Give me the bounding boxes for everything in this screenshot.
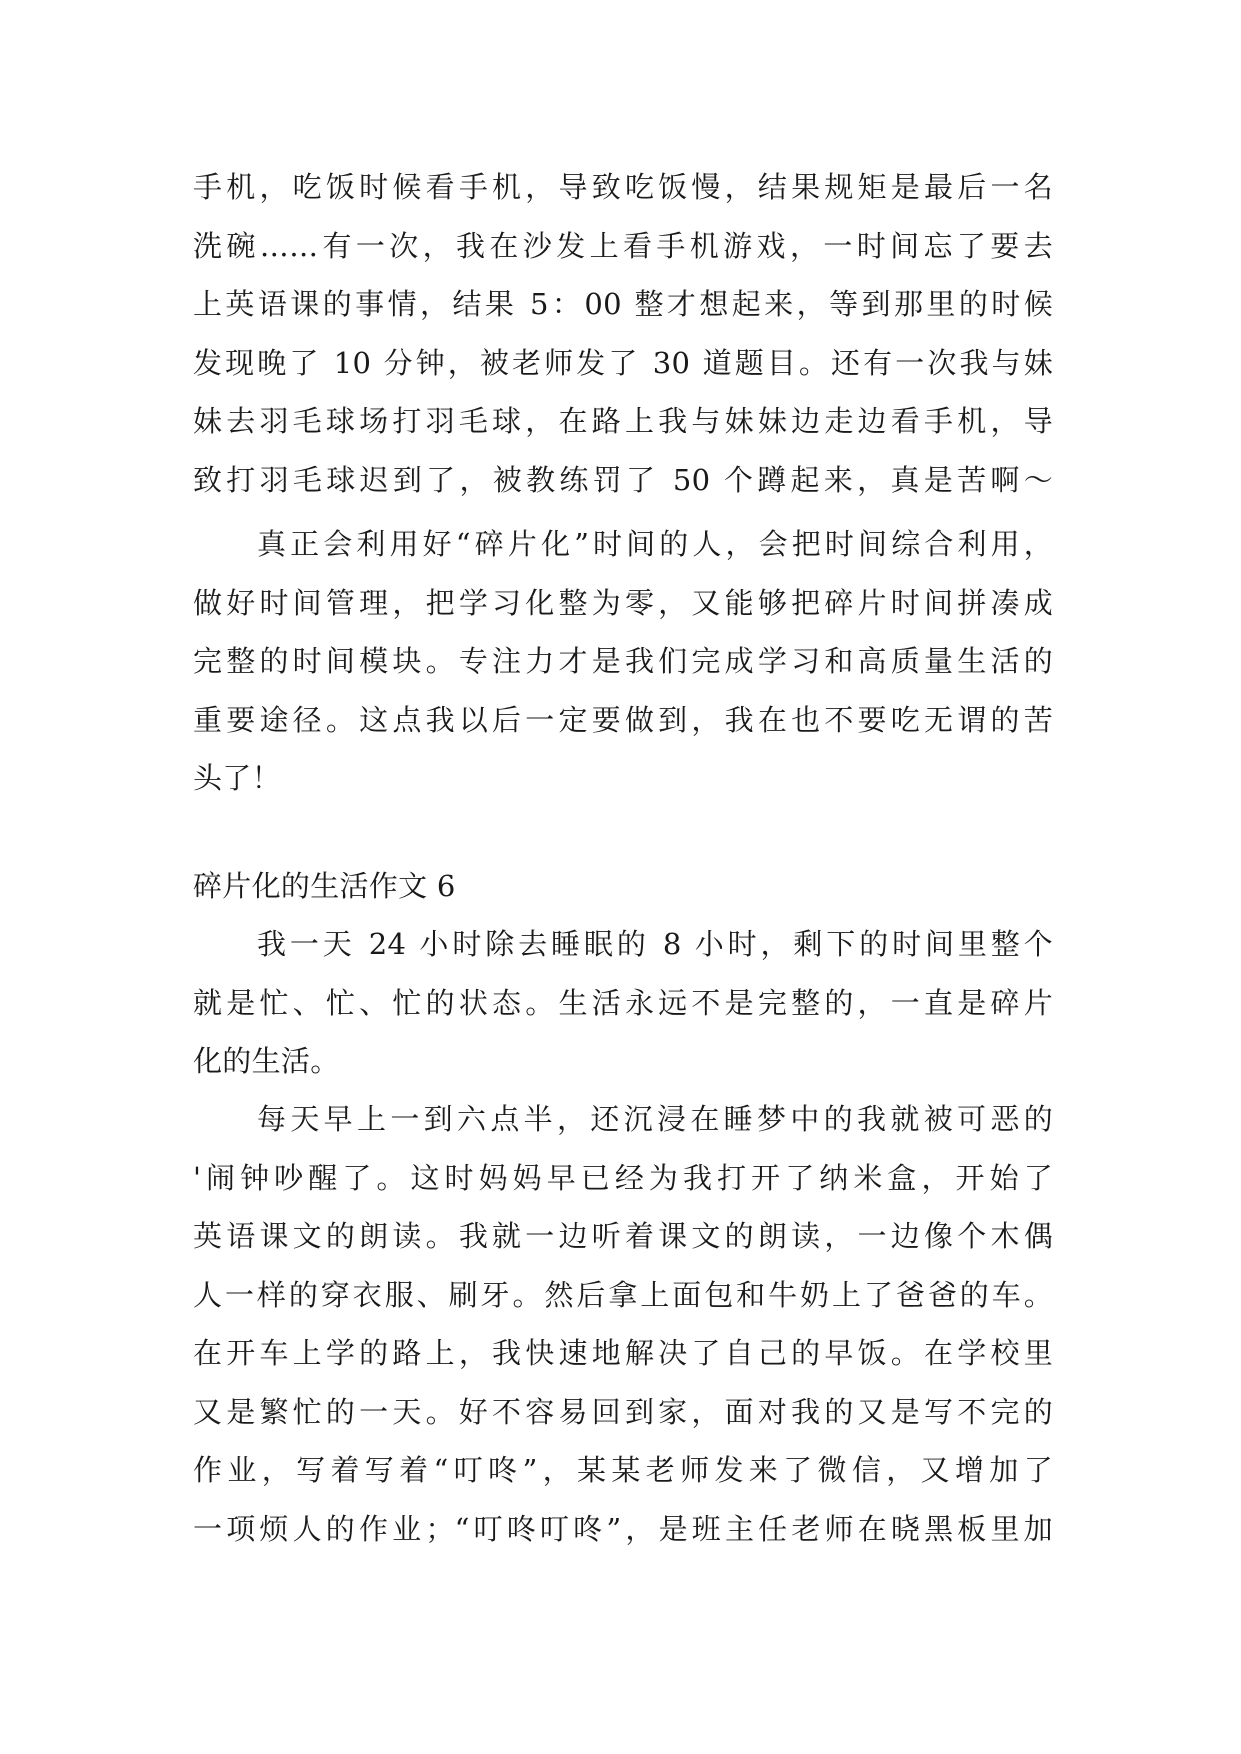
text-line: 洗碗……有一次，我在沙发上看手机游戏，一时间忘了要去: [193, 228, 1053, 263]
essay-title: 碎片化的生活作文 6: [193, 869, 456, 903]
paragraph-morning: [193, 1090, 1053, 1558]
text-line: 一项烦人的作业；“叮咚叮咚”，是班主任老师在晓黑板里加: [193, 1511, 1053, 1546]
text-line: 又是繁忙的一天。好不容易回到家，面对我的又是写不完的: [193, 1394, 1053, 1429]
essay-heading: [193, 857, 1053, 916]
text-line: 真正会利用好“碎片化”时间的人，会把时间综合利用，: [257, 527, 1053, 561]
paragraph-continued: [193, 158, 1053, 509]
text-line: 上英语课的事情，结果 5：00 整才想起来，等到那里的时候: [193, 287, 1053, 321]
paragraph-conclusion: [193, 515, 1053, 808]
text-line: 头了！: [193, 761, 281, 795]
text-line: 化的生活。: [193, 1044, 340, 1078]
text-line: 每天早上一到六点半，还沉浸在睡梦中的我就被可恶的: [257, 1102, 1053, 1136]
text-line: 完整的时间模块。专注力才是我们完成学习和高质量生活的: [193, 644, 1053, 678]
text-line: 我一天 24 小时除去睡眠的 8 小时，剩下的时间里整个: [257, 927, 1053, 961]
text-line: 在开车上学的路上，我快速地解决了自己的早饭。在学校里: [193, 1336, 1053, 1370]
text-line: '闹钟吵醒了。这时妈妈早已经为我打开了纳米盒，开始了: [193, 1160, 1053, 1195]
text-line: 手机，吃饭时候看手机，导致吃饭慢，结果规矩是最后一名: [193, 170, 1053, 204]
text-line: 妹去羽毛球场打羽毛球，在路上我与妹妹边走边看手机，导: [193, 404, 1053, 438]
paragraph-intro: [193, 915, 1053, 1091]
text-line: 发现晚了 10 分钟，被老师发了 30 道题目。还有一次我与妹: [193, 345, 1053, 380]
text-line: 重要途径。这点我以后一定要做到，我在也不要吃无谓的苦: [193, 702, 1053, 737]
text-line: 人一样的穿衣服、刷牙。然后拿上面包和牛奶上了爸爸的车。: [193, 1277, 1053, 1312]
text-line: 做好时间管理，把学习化整为零，又能够把碎片时间拼凑成: [193, 585, 1053, 620]
text-line: 就是忙、忙、忙的状态。生活永远不是完整的，一直是碎片: [193, 985, 1053, 1020]
text-line: 作业，写着写着“叮咚”，某某老师发来了微信，又增加了: [193, 1453, 1053, 1487]
text-line: 致打羽毛球迟到了，被教练罚了 50 个蹲起来，真是苦啊～: [193, 462, 1053, 497]
text-line: 英语课文的朗读。我就一边听着课文的朗读，一边像个木偶: [193, 1219, 1053, 1253]
